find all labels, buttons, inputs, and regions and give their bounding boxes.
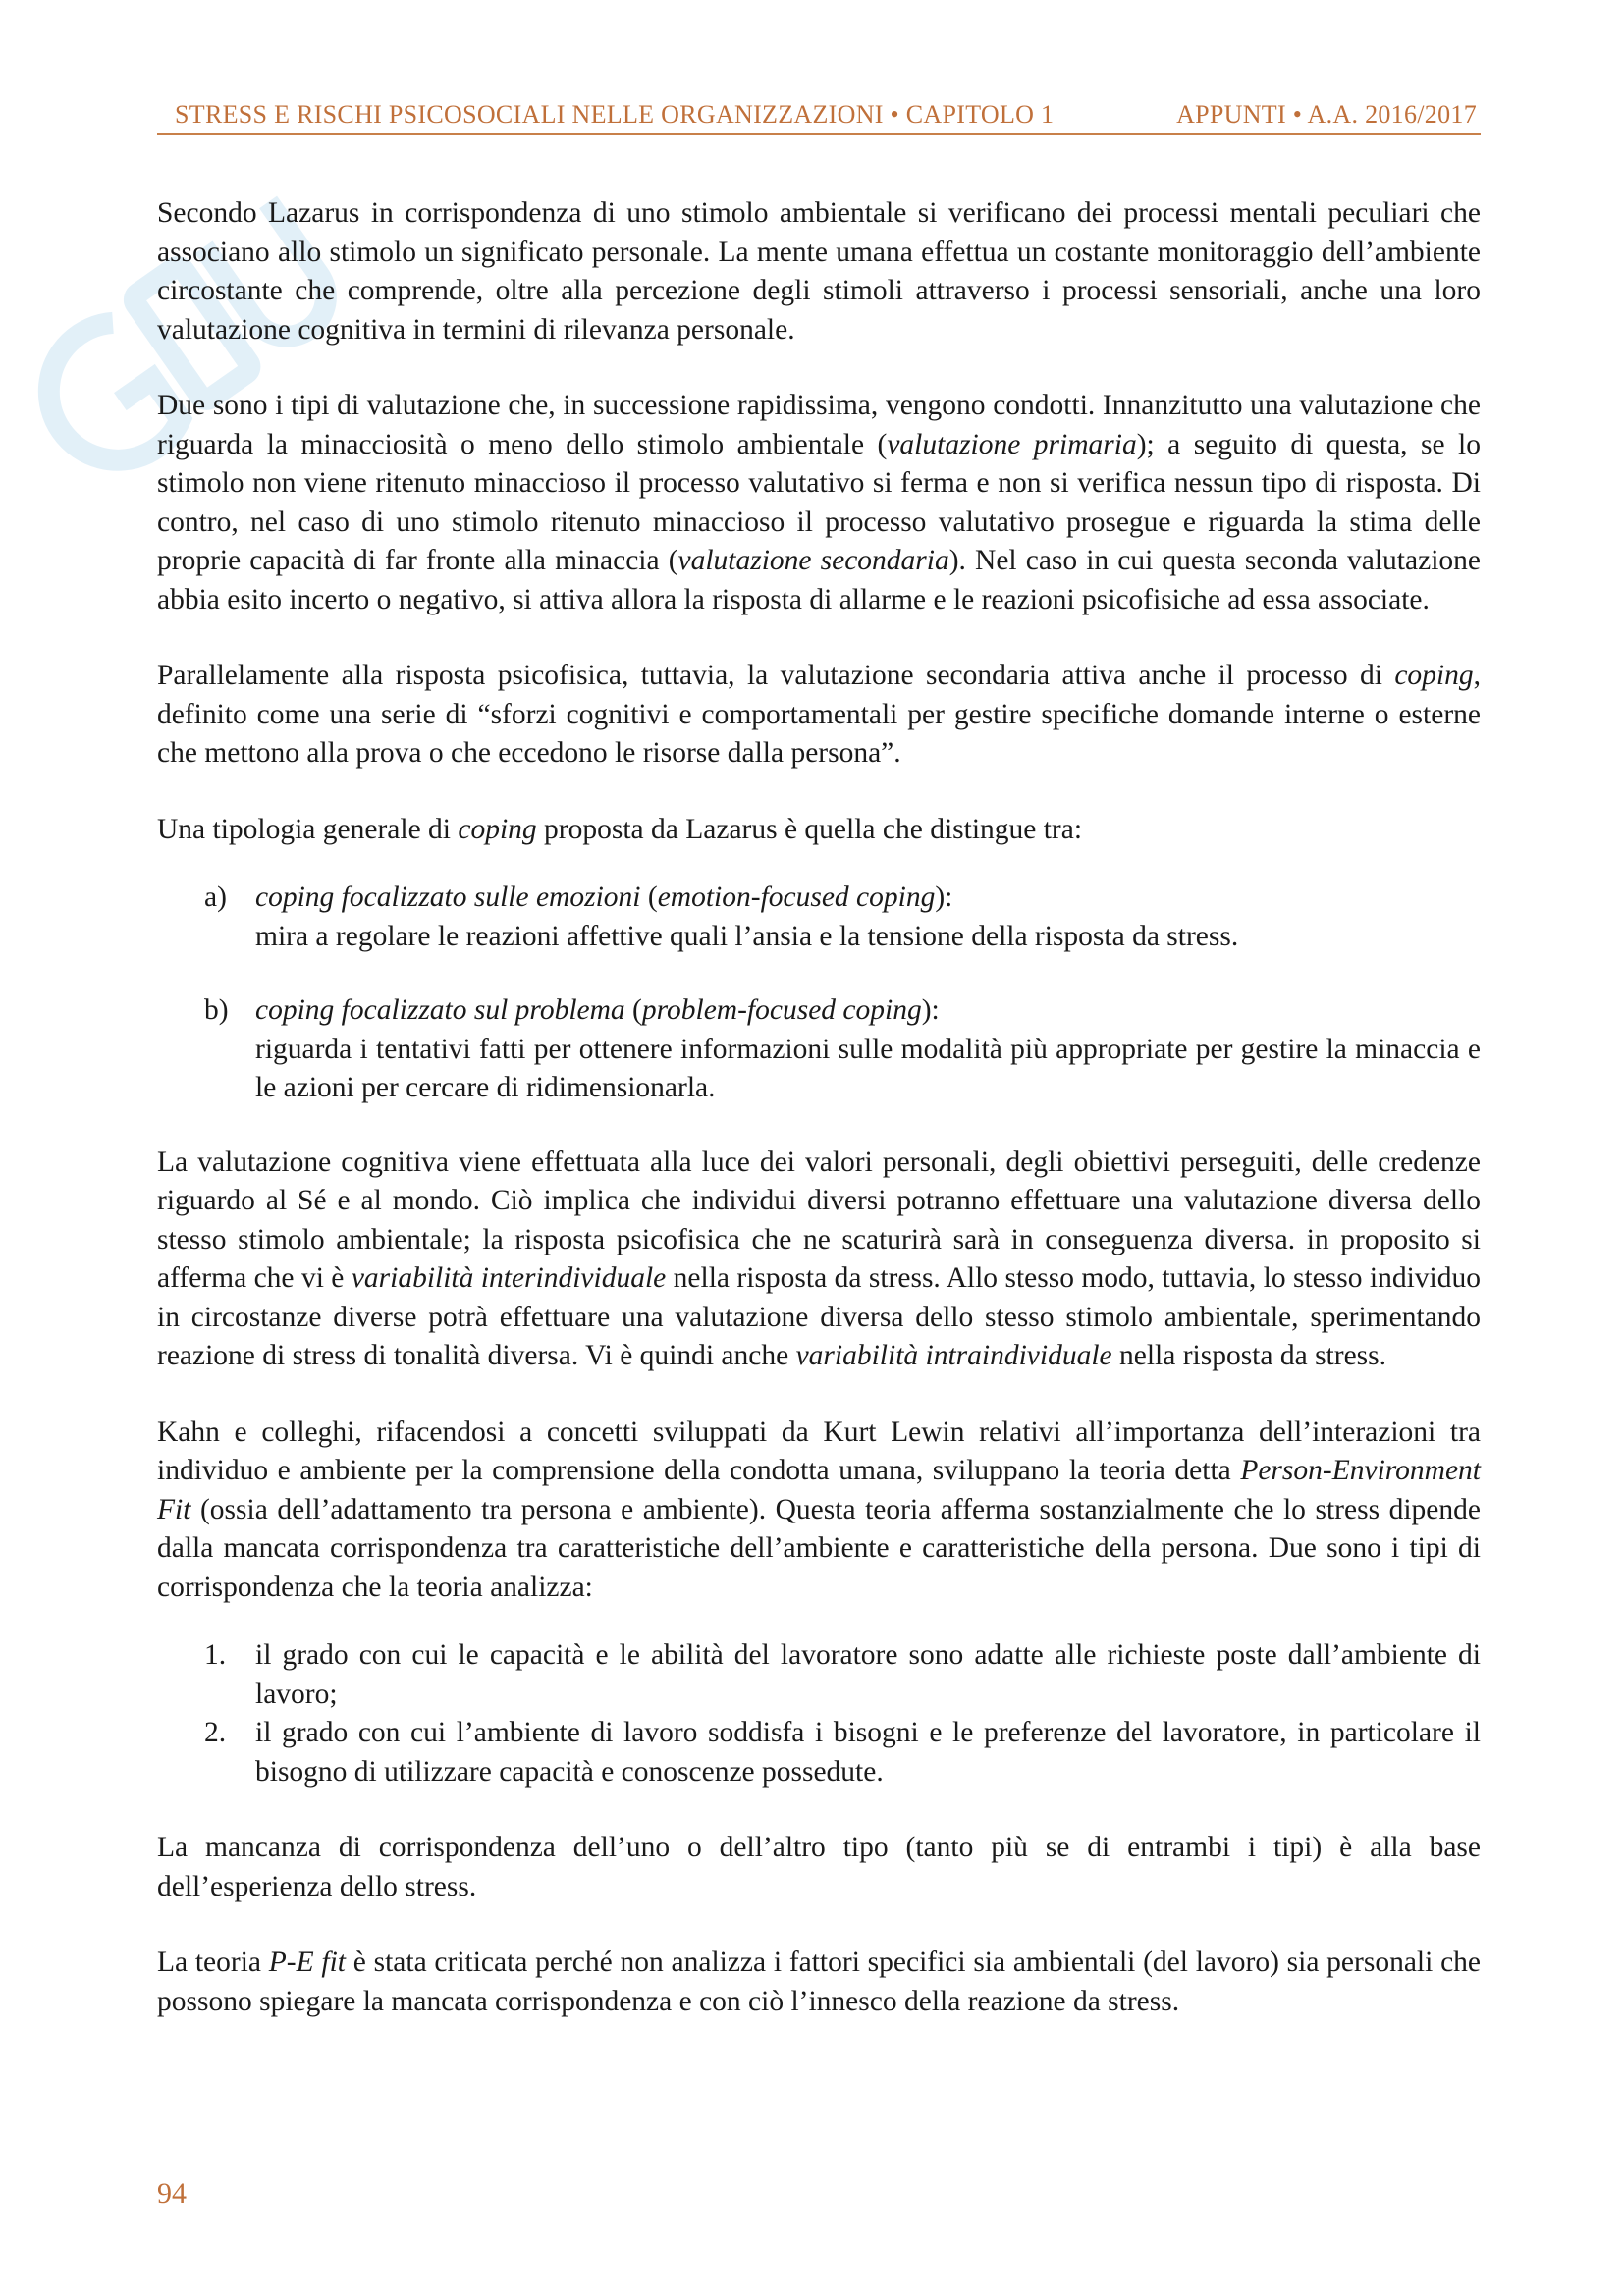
paragraph-mancanza-corrispondenza: La mancanza di corrispondenza dell’uno o dell’altro tipo (tanto più se di entrambi i tipi) è alla base dell’esperienza dello stress. xyxy=(157,1832,1481,1902)
list-item: b) coping focalizzato sul problema (problem-focused coping): riguarda i tentativi fatti per ottenere informazioni sulle modalità più appropriate per gestire la minaccia e le azioni per cercare di ridimensionarla. xyxy=(204,994,1481,1103)
paragraph-valutazione: Due sono i tipi di valutazione che, in successione rapidissima, vengono condotti. Innanzitutto una valutazione che riguarda la minacciosità o meno dello stimolo ambientale (valutazione primaria); a seguito di questa, se lo stimolo non viene ritenuto minaccioso il processo valutativo si ferma e non si verifica nessun tipo di risposta. Di contro, nel caso di uno stimolo ritenuto minaccioso il processo valutativo prosegue e riguarda la stima delle proprie capacità di far fronte alla minaccia (valutazione secondaria). Nel caso in cui questa seconda valutazione abbia esito incerto o negativo, si attiva allora la risposta di allarme e le reazioni psicofisiche ad essa associate. xyxy=(157,390,1481,615)
list-item: 2. il grado con cui l’ambiente di lavoro soddisfa i bisogni e le preferenze del lavoratore, in particolare il bisogno di utilizzare capacità e conoscenze possedute. xyxy=(204,1717,1481,1788)
list-item: a) coping focalizzato sulle emozioni (emotion-focused coping): mira a regolare le reazioni affettive quali l’ansia e la tensione della risposta da stress. xyxy=(204,881,1239,952)
header-course-year: APPUNTI • A.A. 2016/2017 xyxy=(1176,100,1477,129)
correspondence-list xyxy=(157,1636,1481,1791)
paragraph-coping-typology: Una tipologia generale di coping proposta da Lazarus è quella che distingue tra: xyxy=(157,813,1083,845)
paragraph-coping-definition: Parallelamente alla risposta psicofisica, tuttavia, la valutazione secondaria attiva anche il processo di coping, definito come una serie di “sforzi cognitivi e comportamentali per gestire specifiche domande interne o esterne che mettono alla prova o che eccedono le risorse dalla persona”. xyxy=(157,660,1481,769)
list-item: 1. il grado con cui le capacità e le abilità del lavoratore sono adatte alle richieste poste dall’ambiente di lavoro; xyxy=(204,1639,1481,1710)
paragraph-kahn-pe-fit: Kahn e colleghi, rifacendosi a concetti sviluppati da Kurt Lewin relativi all’importanza dell’interazioni tra individuo e ambiente per la comprensione della condotta umana, sviluppano la teoria detta Person-Environment Fit (ossia dell’adattamento tra persona e ambiente). Questa teoria afferma sostanzialmente che lo stress dipende dalla mancata corrispondenza tra caratteristiche dell’ambiente e caratteristiche della persona. Due sono i tipi di corrispondenza che la teoria analizza: xyxy=(157,1415,1481,1603)
header-chapter-title: STRESS E RISCHI PSICOSOCIALI NELLE ORGANIZZAZIONI • CAPITOLO 1 xyxy=(175,100,1055,129)
coping-list xyxy=(157,879,1481,1108)
page-number: 94 xyxy=(157,2177,187,2210)
paragraph-lazarus-intro: Secondo Lazarus in corrispondenza di uno stimolo ambientale si verificano dei processi mentali peculiari che associano allo stimolo un significato personale. La mente umana effettua un costante monitoraggio dell’ambiente circostante che comprende, oltre alla percezione degli stimoli attraverso i processi sensoriali, anche una loro valutazione cognitiva in termini di rilevanza personale. xyxy=(157,197,1481,346)
running-header xyxy=(157,98,1481,135)
body-text xyxy=(157,194,1481,2058)
paragraph-variabilita: La valutazione cognitiva viene effettuata alla luce dei valori personali, degli obiettivi perseguiti, delle credenze riguardo al Sé e al mondo. Ciò implica che individui diversi potranno effettuare una valutazione diversa dello stesso stimolo ambientale; la risposta psicofisica che ne scaturirà sarà in conseguenza diversa. in proposito si afferma che vi è variabilità interindividuale nella risposta da stress. Allo stesso modo, tuttavia, lo stesso individuo in circostanze diverse potrà effettuare una valutazione diversa dello stesso stimolo ambientale, sperimentando reazione di stress di tonalità diversa. Vi è quindi anche variabilità intraindividuale nella risposta da stress. xyxy=(157,1146,1481,1371)
paragraph-pe-fit-critique: La teoria P-E fit è stata criticata perché non analizza i fattori specifici sia ambientali (del lavoro) sia personali che possono spiegare la mancata corrispondenza e con ciò l’innesco della reazione da stress. xyxy=(157,1947,1482,2017)
